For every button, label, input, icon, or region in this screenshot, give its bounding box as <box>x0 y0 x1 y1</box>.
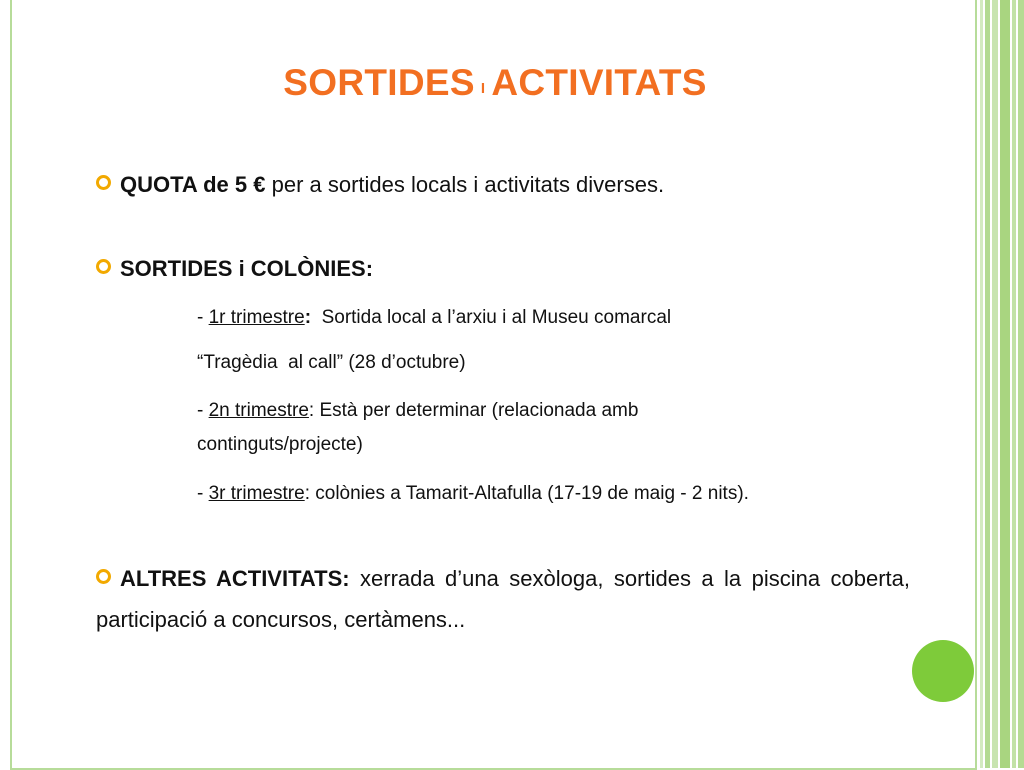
trimestre-3-text: colònies a Tamarit-Altafulla (17-19 de maig - 2 nits). <box>309 483 749 504</box>
title-connector: I <box>480 80 486 97</box>
quota-label: QUOTA de 5 € <box>120 172 266 197</box>
trimestre-1-term: 1r trimestre <box>208 307 305 328</box>
slide-title <box>0 62 990 104</box>
trimestre-2-continuation: continguts/projecte) <box>197 434 363 455</box>
altres-label: ALTRES ACTIVITATS: <box>120 566 350 591</box>
quota-bullet <box>96 172 664 198</box>
sortides-bullet <box>96 256 373 282</box>
item-prefix: - <box>197 483 209 504</box>
trimestre-3-line <box>197 483 749 505</box>
decor-stripe <box>992 0 998 768</box>
trimestre-3-term: 3r trimestre <box>208 483 305 504</box>
trimestre-1-text: Sortida local a l’arxiu i al Museu comarcal <box>311 307 672 328</box>
title-part2: ACTIVITATS <box>491 62 707 103</box>
bullet-icon <box>96 259 111 274</box>
quota-text: per a sortides locals i activitats diverses. <box>265 172 665 197</box>
slide-frame <box>10 0 977 770</box>
trimestre-1-line <box>197 307 671 329</box>
item-sep: : <box>304 307 312 328</box>
trimestre-2-term: 2n trimestre <box>208 400 309 421</box>
item-prefix: - <box>197 307 209 328</box>
decor-stripe <box>980 0 983 768</box>
bullet-icon <box>96 175 111 190</box>
decor-stripe <box>1018 0 1024 768</box>
item-sep: : <box>308 400 315 421</box>
decor-stripe <box>1012 0 1016 768</box>
decor-circle <box>912 640 974 702</box>
decor-stripe <box>985 0 990 768</box>
item-sep: : <box>304 483 310 504</box>
trimestre-2-line <box>197 400 638 422</box>
item-prefix: - <box>197 400 209 421</box>
title-part1: SORTIDES <box>283 62 475 103</box>
trimestre-2-text: Està per determinar (relacionada amb <box>314 400 639 421</box>
bullet-icon <box>96 569 111 584</box>
sortides-label: SORTIDES i COLÒNIES: <box>120 256 374 281</box>
decor-stripe <box>1000 0 1010 768</box>
altres-paragraph <box>96 558 910 640</box>
trimestre-1-continuation: “Tragèdia al call” (28 d’octubre) <box>197 352 466 373</box>
altres-text: xerrada d’una sexòloga, sortides a la piscina coberta, participació a concursos, certàmens... <box>96 566 910 632</box>
